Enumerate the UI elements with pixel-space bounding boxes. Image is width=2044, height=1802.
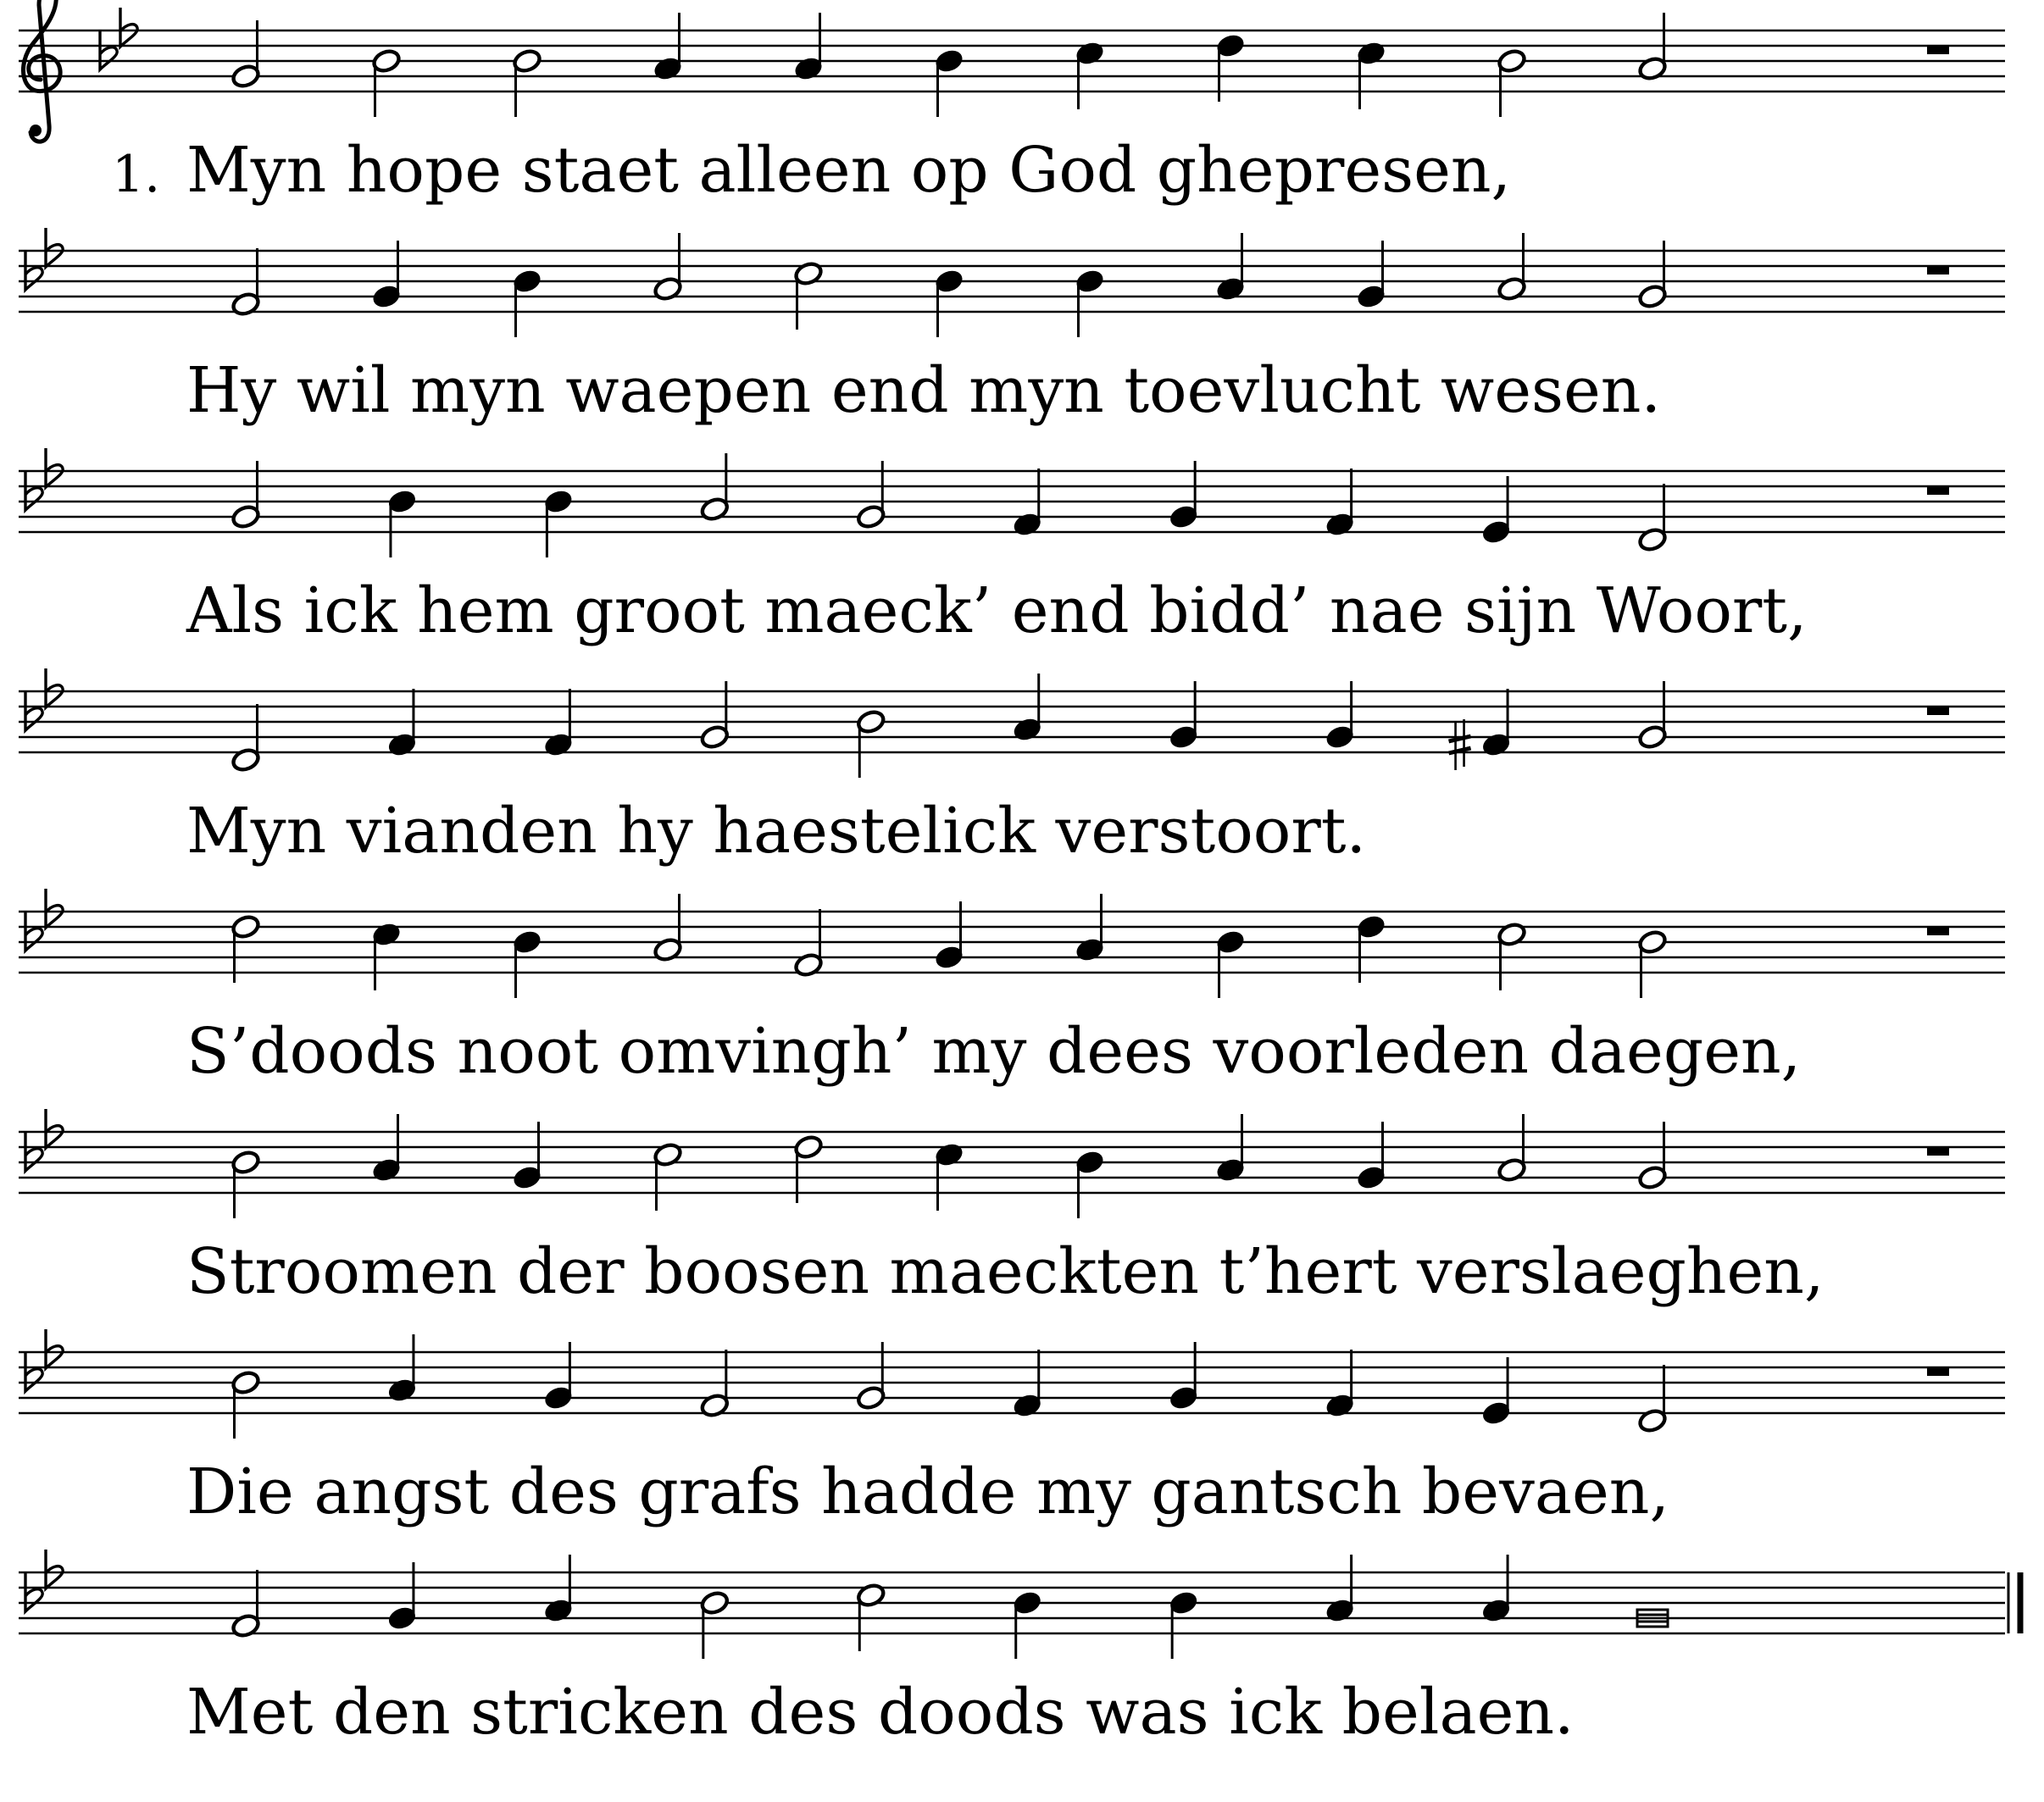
treble-clef: [23, 0, 60, 141]
key-flat-b: [25, 1352, 42, 1391]
note: [387, 489, 418, 557]
rest: [1927, 707, 1949, 715]
note: [512, 269, 542, 337]
key-flat-b: [25, 691, 42, 730]
note: [934, 1142, 964, 1211]
staff-system: [19, 0, 2005, 207]
note: [653, 1142, 683, 1211]
note: [512, 48, 542, 117]
note: [1325, 1555, 1355, 1623]
note: [371, 922, 402, 990]
treble-clef-dot: [30, 125, 42, 136]
key-flat-e: [46, 668, 63, 707]
note: [1012, 469, 1042, 537]
note: [1637, 1365, 1668, 1433]
staff-system: [19, 1109, 2005, 1308]
lyric-line: Stroomen der boosen maeckten t’hert verslaeghen,: [186, 1235, 1825, 1308]
note: [543, 689, 574, 757]
key-flat-b: [25, 1572, 42, 1611]
rest: [1927, 46, 1949, 54]
lyric-line: Als ick hem groot maeck’ end bidd’ nae sijn Woort,: [186, 574, 1808, 647]
note: [653, 233, 683, 302]
note: [1075, 269, 1105, 337]
sharp-accidental: [1449, 719, 1471, 770]
note: [1215, 233, 1246, 302]
note: [231, 1570, 261, 1638]
staff-system: [19, 228, 2005, 427]
note: [1325, 1350, 1355, 1418]
note: [371, 1114, 402, 1183]
note: [512, 929, 542, 998]
note: [1637, 929, 1668, 998]
note: [1481, 1555, 1512, 1623]
lyric-line: Myn vianden hy haestelick verstoort.: [186, 795, 1366, 868]
note: [1637, 484, 1668, 552]
note: [1215, 1114, 1246, 1183]
note: [934, 269, 964, 337]
note: [1325, 469, 1355, 537]
key-flat-e: [46, 1550, 63, 1589]
rest: [1927, 486, 1949, 495]
key-flat-b: [25, 251, 42, 290]
note: [1012, 674, 1042, 742]
note: [1215, 929, 1246, 998]
note: [231, 1370, 261, 1439]
note: [1497, 48, 1527, 117]
note: [653, 13, 683, 81]
note: [1497, 1114, 1527, 1183]
key-flat-e: [46, 889, 63, 928]
note: [793, 909, 824, 978]
note: [543, 489, 574, 557]
rest: [1927, 266, 1949, 274]
key-flat-e: [120, 8, 137, 47]
note: [387, 1334, 418, 1403]
note: [793, 261, 824, 330]
note: [793, 13, 824, 81]
note: [1012, 1590, 1042, 1659]
note: [856, 1583, 886, 1651]
note: [1075, 894, 1105, 962]
note: [387, 689, 418, 757]
key-flat-e: [46, 1109, 63, 1148]
note: [699, 1350, 730, 1418]
lyric-line: S’doods noot omvingh’ my dees voorleden daegen,: [186, 1015, 1802, 1088]
note: [699, 1590, 730, 1659]
lyric-line: Die angst des grafs hadde my gantsch bevaen,: [186, 1455, 1669, 1528]
note: [1075, 41, 1105, 109]
note: [1637, 13, 1668, 81]
staff-system: [19, 889, 2005, 1088]
key-flat-e: [46, 228, 63, 267]
note: [934, 48, 964, 117]
note: [1497, 922, 1527, 990]
key-flat-b: [100, 30, 117, 69]
lyric-line: Myn hope staet alleen op God ghepresen,: [186, 134, 1512, 207]
note: [653, 894, 683, 962]
rest: [1927, 1367, 1949, 1376]
note: [856, 709, 886, 778]
rest: [1927, 927, 1949, 935]
key-flat-e: [46, 448, 63, 487]
note: [699, 453, 730, 522]
note: [1169, 1590, 1199, 1659]
note: [231, 1150, 261, 1218]
note: [543, 1555, 574, 1623]
rest: [1927, 1147, 1949, 1156]
key-flat-e: [46, 1329, 63, 1368]
lyric-line: Hy wil myn waepen end myn toevlucht wesen.: [186, 354, 1661, 427]
staff-system: [19, 668, 2005, 868]
note: [1012, 1350, 1042, 1418]
note: [231, 704, 261, 773]
staff-system: [19, 1550, 2020, 1749]
staff-system: [19, 448, 2005, 647]
note: [1497, 233, 1527, 302]
staff-system: [19, 1329, 2005, 1528]
key-flat-b: [25, 471, 42, 510]
note: [1356, 41, 1386, 109]
key-flat-b: [25, 1132, 42, 1171]
lyric-line: Met den stricken des doods was ick belaen.: [186, 1676, 1575, 1749]
key-flat-b: [25, 912, 42, 951]
note: [371, 48, 402, 117]
note: [231, 248, 261, 317]
verse-number: 1.: [112, 145, 161, 204]
note: [1075, 1150, 1105, 1218]
note: [1449, 689, 1512, 770]
